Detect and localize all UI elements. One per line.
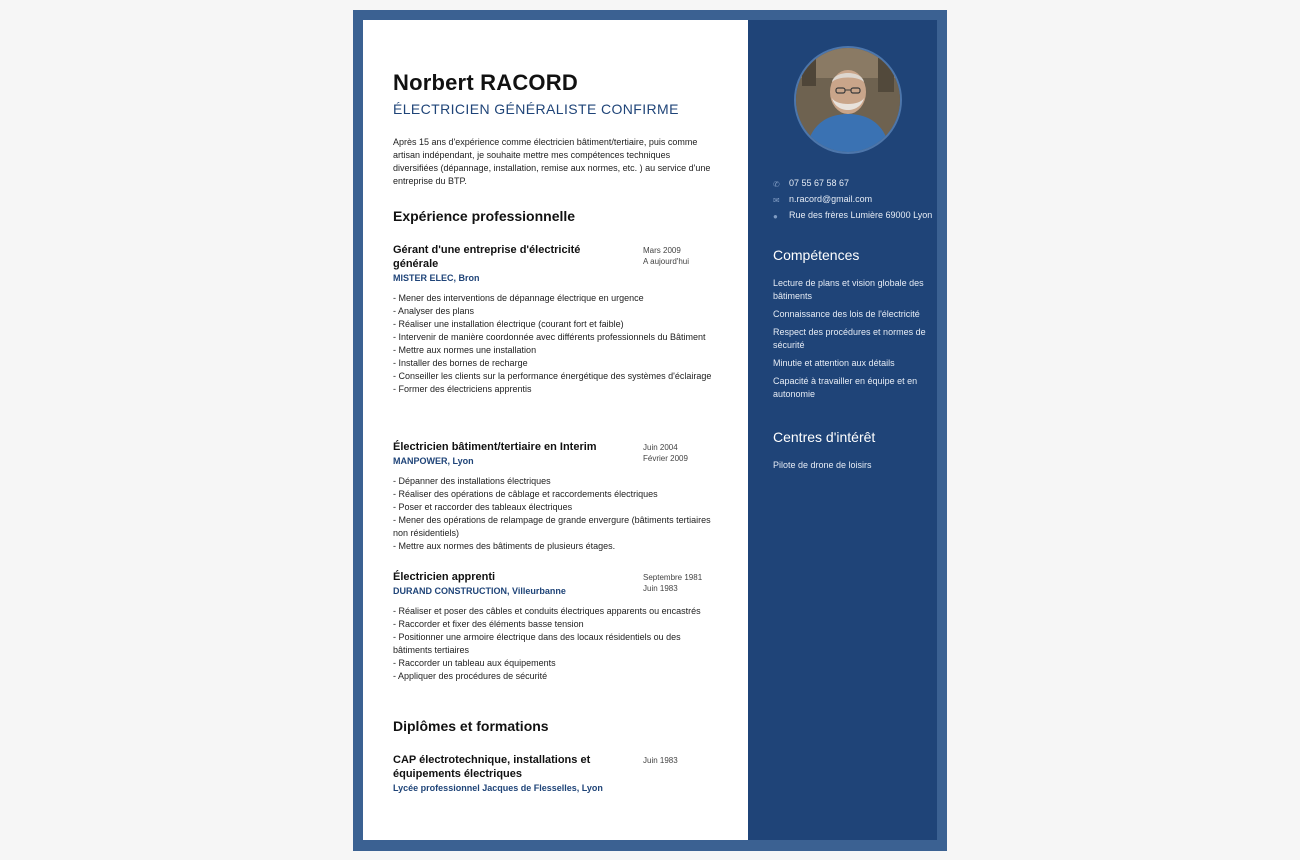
phone-icon: ✆: [773, 180, 780, 189]
candidate-job-title: ÉLECTRICIEN GÉNÉRALISTE CONFIRME: [393, 101, 679, 117]
contact-address: [773, 209, 933, 222]
education-date: Juin 1983: [643, 756, 678, 765]
cv-sidebar: [748, 20, 937, 840]
job-task: - Dépanner des installations électriques: [393, 476, 551, 486]
job-dates: [643, 245, 689, 267]
job-date-end: Juin 1983: [643, 584, 678, 593]
job-date-start: Septembre 1981: [643, 573, 703, 582]
job-entry: [393, 570, 718, 683]
education-heading: Diplômes et formations: [393, 718, 549, 734]
job-task: - Raccorder un tableau aux équipements: [393, 658, 556, 668]
job-task: - Analyser des plans: [393, 306, 475, 316]
skill-item: Connaissance des lois de l'électricité: [773, 309, 920, 319]
mail-icon: ✉: [773, 196, 780, 205]
job-task-list: [393, 292, 718, 396]
interests-list: [773, 459, 931, 472]
job-date-start: Mars 2009: [643, 246, 681, 255]
job-task-list: [393, 605, 718, 683]
interest-item: Pilote de drone de loisirs: [773, 460, 872, 470]
cv-main-column: [363, 20, 748, 840]
profile-photo-illustration: [796, 48, 900, 152]
email-text: n.racord@gmail.com: [789, 194, 873, 204]
phone-text: 07 55 67 58 67: [789, 178, 850, 188]
job-task: - Mener des interventions de dépannage électrique en urgence: [393, 293, 644, 303]
job-task: - Poser et raccorder des tableaux électriques: [393, 502, 573, 512]
profile-photo: [794, 46, 902, 154]
job-title: Électricien bâtiment/tertiaire en Interim: [393, 441, 597, 453]
job-task: - Appliquer des procédures de sécurité: [393, 671, 548, 681]
education-dates: [643, 755, 678, 766]
interests-heading: Centres d'intérêt: [773, 429, 876, 445]
job-task: - Mettre aux normes des bâtiments de plusieurs étages.: [393, 541, 616, 551]
skills-heading: Compétences: [773, 247, 860, 263]
job-task: - Réaliser des opérations de câblage et raccordements électriques: [393, 489, 658, 499]
location-pin-icon: ●: [773, 212, 778, 221]
education-school: Lycée professionnel Jacques de Flesselles, Lyon: [393, 783, 603, 793]
address-text: Rue des frères Lumière 69000 Lyon: [789, 210, 933, 220]
job-date-end: A aujourd'hui: [643, 257, 690, 266]
job-date-end: Février 2009: [643, 454, 688, 463]
job-dates: [643, 442, 688, 464]
job-task: - Réaliser une installation électrique (courant fort et faible): [393, 319, 624, 329]
skill-item: Minutie et attention aux détails: [773, 358, 895, 368]
job-date-start: Juin 2004: [643, 443, 678, 452]
job-dates: [643, 572, 702, 594]
job-task: - Positionner une armoire électrique dans des locaux résidentiels ou des bâtiments tertiaires: [393, 632, 681, 655]
candidate-name: Norbert RACORD: [393, 70, 578, 95]
experience-heading: Expérience professionnelle: [393, 208, 576, 224]
job-task-list: [393, 475, 718, 553]
intro-paragraph: Après 15 ans d'expérience comme électricien bâtiment/tertiaire, puis comme artisan indépendant, je souhaite mettre mes compétences techniques diversifiées (dépannage, installation, remise aux normes, etc. ) au service d'une entreprise du BTP.: [393, 137, 711, 186]
job-task: - Former des électriciens apprentis: [393, 384, 532, 394]
job-company: DURAND CONSTRUCTION, Villeurbanne: [393, 586, 566, 596]
education-entry: [393, 753, 718, 793]
job-task: - Conseiller les clients sur la performance énergétique des systèmes d'éclairage: [393, 371, 712, 381]
job-task: - Intervenir de manière coordonnée avec différents professionnels du Bâtiment: [393, 332, 706, 342]
skills-list: [773, 277, 931, 406]
job-task: - Mettre aux normes une installation: [393, 345, 537, 355]
job-company: MANPOWER, Lyon: [393, 456, 474, 466]
skill-item: Lecture de plans et vision globale des bâtiments: [773, 278, 924, 301]
skill-item: Respect des procédures et normes de sécurité: [773, 327, 926, 350]
job-title: Électricien apprenti: [393, 571, 496, 583]
job-task: - Installer des bornes de recharge: [393, 358, 528, 368]
job-entry: [393, 243, 718, 396]
job-task: - Mener des opérations de relampage de grande envergure (bâtiments tertiaires non résidentiels): [393, 515, 711, 538]
education-title: CAP électrotechnique, installations et équipements électriques: [393, 754, 591, 780]
job-entry: [393, 440, 718, 553]
job-task: - Raccorder et fixer des éléments basse tension: [393, 619, 584, 629]
job-title: Gérant d'une entreprise d'électricité générale: [393, 244, 581, 270]
job-company: MISTER ELEC, Bron: [393, 273, 480, 283]
job-task: - Réaliser et poser des câbles et conduits électriques apparents ou encastrés: [393, 606, 701, 616]
contact-email[interactable]: [773, 193, 933, 206]
contact-phone[interactable]: [773, 177, 933, 190]
skill-item: Capacité à travailler en équipe et en autonomie: [773, 376, 918, 399]
